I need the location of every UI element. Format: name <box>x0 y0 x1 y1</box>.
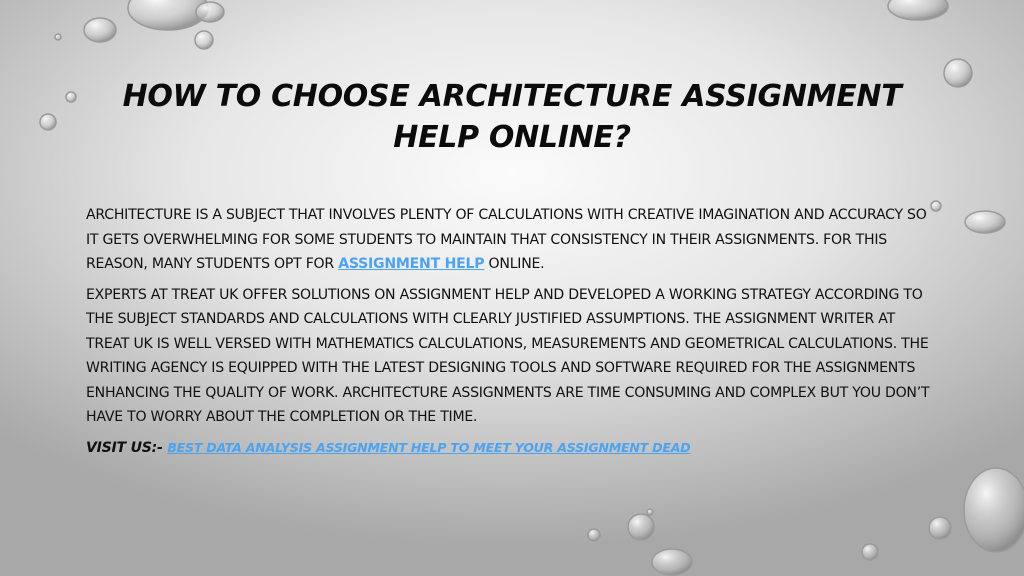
paragraph-intro <box>86 203 932 277</box>
paragraph-experts: EXPERTS AT TREAT UK OFFER SOLUTIONS ON ASSIGNMENT HELP AND DEVELOPED A WORKING STRATEGY ACCORDING TO THE SUBJECT STANDARDS AND CALCULATIONS WITH CLEARLY JUSTIFIED ASSUMPTIONS. THE ASSIGNMENT WRITER AT TREAT UK IS WELL VERSED WITH MATHEMATICS CALCULATIONS, MEASUREMENTS AND GEOMETRICAL CALCULATIONS. THE WRITING AGENCY IS EQUIPPED WITH THE LATEST DESIGNING TOOLS AND SOFTWARE REQUIRED FOR THE ASSIGNMENTS ENHANCING THE QUALITY OF WORK. ARCHITECTURE ASSIGNMENTS ARE TIME CONSUMING AND COMPLEX BUT YOU DON’T HAVE TO WORRY ABOUT THE COMPLETION OR THE TIME. <box>86 286 930 425</box>
visit-line <box>86 436 932 461</box>
visit-label: VISIT US:- <box>86 439 168 456</box>
slide-title: HOW TO CHOOSE ARCHITECTURE ASSIGNMENT HELP ONLINE? <box>122 79 902 155</box>
intro-text-end: ONLINE. <box>484 256 545 272</box>
slide-body <box>86 203 932 466</box>
assignment-help-link[interactable]: ASSIGNMENT HELP <box>338 256 485 272</box>
data-analysis-help-link[interactable]: BEST DATA ANALYSIS ASSIGNMENT HELP TO MEET YOUR ASSIGNMENT DEAD <box>167 439 691 455</box>
intro-text: ARCHITECTURE IS A SUBJECT THAT INVOLVES PLENTY OF CALCULATIONS WITH CREATIVE IMAGINATION AND ACCURACY SO IT GETS OVERWHELMING FOR SOME STUDENTS TO MAINTAIN THAT CONSISTENCY IN THEIR ASSIGNMENTS. FOR THIS REASON, MANY STUDENTS OPT FOR <box>86 207 927 272</box>
